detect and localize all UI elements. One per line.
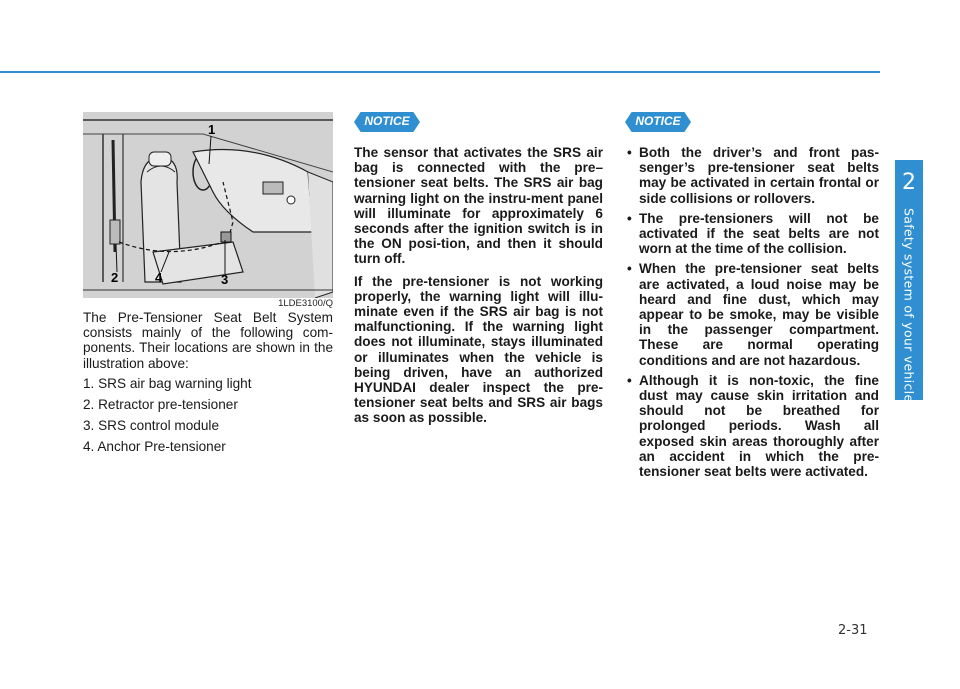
list-item: 2. Retractor pre-tensioner — [83, 396, 238, 412]
notice-bullet-list — [625, 145, 879, 479]
notice-badge — [625, 112, 691, 132]
callout-4: 4 — [155, 270, 163, 285]
intro-paragraph: The Pre-Tensioner Seat Belt System consists mainly of the following com-ponents. Their locations are shown in the illustration above: — [83, 310, 333, 371]
components-list — [83, 376, 333, 454]
notice-label: NOTICE — [635, 114, 681, 128]
chapter-number: 2 — [902, 170, 916, 195]
pretensioner-illustration — [83, 112, 333, 310]
list-item: 1. SRS air bag warning light — [83, 375, 252, 391]
car-interior-drawing — [83, 112, 333, 298]
callout-3: 3 — [221, 272, 229, 287]
bullet-icon: • — [627, 372, 632, 388]
notice-paragraph: If the pre-tensioner is not working properly, the warning light will illu-minate even if the SRS air bag is not malfunctioning. If the warning light does not illuminate, stays illuminated or illuminates when the vehicle is being driven, have an authorized HYUNDAI dealer inspect the pre-tensioner seat belts and SRS air bags as soon as possible. — [354, 273, 603, 426]
page-number: 2-31 — [838, 623, 868, 638]
list-item: • The pre-tensioners will not be activated if the seat belts are not worn at the time of the collision. — [627, 210, 879, 257]
list-item: 3. SRS control module — [83, 417, 220, 433]
chapter-tab — [895, 160, 923, 403]
middle-column — [354, 112, 603, 426]
list-item: 4. Anchor Pre-tensioner — [83, 438, 226, 454]
notice-paragraph: The sensor that activates the SRS air bag is connected with the pre–tensioner seat belts. The SRS air bag warning light on the instru-ment panel will illuminate for approximately 6 seconds after the ignition switch is in the ON posi-tion, and then it should turn off. — [354, 145, 603, 267]
notice-badge — [354, 112, 420, 132]
list-item: • Both the driver’s and front pas-senger’s pre-tensioner seat belts may be activated in certain frontal or side collisions or rollovers. — [627, 145, 879, 206]
bullet-icon: • — [627, 145, 632, 160]
callout-2: 2 — [111, 270, 119, 285]
list-item: • Although it is non-toxic, the fine dust may cause skin irritation and should not be breathed for prolonged periods. Wash all exposed skin areas thoroughly after an accident in which the pre-tensioner seat belts were activated. — [627, 372, 879, 480]
notice-label: NOTICE — [364, 114, 410, 128]
list-item: • When the pre-tensioner seat belts are activated, a loud noise may be heard and fine dust, which may appear to be smoke, may be visible in the passenger compartment. These are normal operating conditions and are not hazardous. — [627, 261, 879, 368]
header-rule — [0, 71, 880, 73]
bullet-icon: • — [627, 210, 632, 226]
right-column — [625, 112, 879, 484]
chapter-title: Safety system of your vehicle — [901, 208, 917, 403]
bullet-icon: • — [627, 261, 632, 277]
callout-1: 1 — [208, 122, 216, 137]
figure-caption: 1LDE3100/Q — [278, 298, 333, 309]
left-column — [83, 112, 333, 460]
